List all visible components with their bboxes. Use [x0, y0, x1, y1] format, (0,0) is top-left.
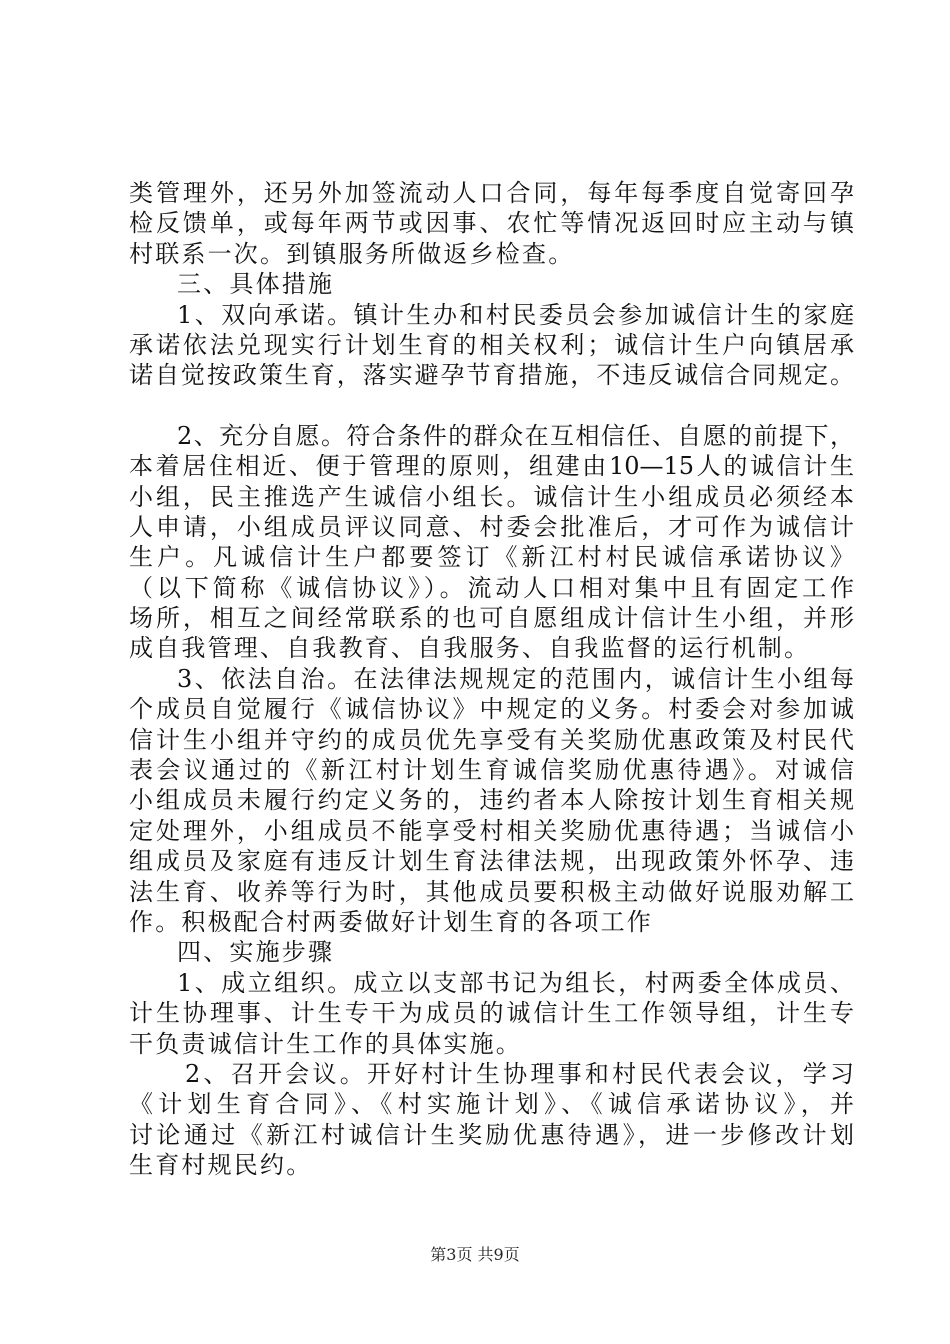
- text-line: 生育村规民约。: [129, 1151, 313, 1180]
- text-line: 三、具体措施: [177, 270, 335, 299]
- text-line: 小组，民主推选产生诚信小组长。诚信计生小组成员必须经本: [129, 482, 854, 511]
- text-line: 成自我管理、自我教育、自我服务、自我监督的运行机制。: [129, 634, 811, 663]
- text-line: 本着居住相近、便于管理的原则，组建由10—15人的诚信计生: [129, 452, 854, 481]
- text-line: 《计划生育合同》、《村实施计划》、《诚信承诺协议》，并: [129, 1090, 854, 1119]
- text-line: 作。积极配合村两委做好计划生育的各项工作: [129, 907, 653, 936]
- paragraph-gap: [129, 391, 854, 421]
- document-body: [129, 178, 854, 1181]
- text-line: 1、成立组织。成立以支部书记为组长，村两委全体成员、: [177, 968, 854, 997]
- text-line: 类管理外，还另外加签流动人口合同，每年每季度自觉寄回孕: [129, 179, 854, 207]
- text-line: 计生协理事、计生专干为成员的诚信计生工作领导组，计生专: [129, 999, 854, 1028]
- text-line: 表会议通过的《新江村计划生育诚信奖励优惠待遇》。对诚信: [129, 756, 854, 785]
- text-line: 生户。凡诚信计生户都要签订《新江村村民诚信承诺协议》: [129, 543, 854, 572]
- text-line: 组成员及家庭有违反计划生育法律法规，出现政策外怀孕、违: [129, 847, 854, 876]
- text-line: 小组成员未履行约定义务的，违约者本人除按计划生育相关规: [129, 786, 854, 815]
- text-line: 村联系一次。到镇服务所做返乡检查。: [129, 239, 575, 268]
- text-line: 定处理外，小组成员不能享受村相关奖励优惠待遇；当诚信小: [129, 816, 854, 845]
- text-line: 2、充分自愿。符合条件的群众在互相信任、自愿的前提下，: [177, 421, 854, 450]
- text-line: （以下简称《诚信协议》）。流动人口相对集中且有固定工作: [129, 573, 854, 602]
- text-line: 个成员自觉履行《诚信协议》中规定的义务。村委会对参加诚: [129, 695, 854, 724]
- text-line: 法生育、收养等行为时，其他成员要积极主动做好说服劝解工: [129, 877, 854, 906]
- text-line: 讨论通过《新江村诚信计生奖励优惠待遇》，进一步修改计划: [129, 1120, 854, 1149]
- text-line: 3、依法自治。在法律法规规定的范围内，诚信计生小组每: [177, 664, 854, 693]
- text-line: 检反馈单，或每年两节或因事、农忙等情况返回时应主动与镇: [129, 209, 854, 238]
- text-line: 人申请，小组成员评议同意、村委会批准后，才可作为诚信计: [129, 512, 854, 541]
- text-line: 2、召开会议。开好村计生协理事和村民代表会议，学习: [185, 1059, 854, 1088]
- page-footer: 第3页 共9页: [430, 1245, 520, 1264]
- text-line: 1、双向承诺。镇计生办和村民委员会参加诚信计生的家庭: [177, 300, 854, 329]
- text-line: 承诺依法兑现实行计划生育的相关权利；诚信计生户向镇居承: [129, 330, 854, 359]
- text-line: 诺自觉按政策生育，落实避孕节育措施，不违反诚信合同规定。: [129, 361, 854, 390]
- text-line: 场所，相互之间经常联系的也可自愿组成计信计生小组，并形: [129, 604, 854, 633]
- text-line: 信计生小组并守约的成员优先享受有关奖励优惠政策及村民代: [129, 725, 854, 754]
- text-line: 四、实施步骤: [177, 938, 335, 967]
- text-line: 干负责诚信计生工作的具体实施。: [129, 1029, 522, 1058]
